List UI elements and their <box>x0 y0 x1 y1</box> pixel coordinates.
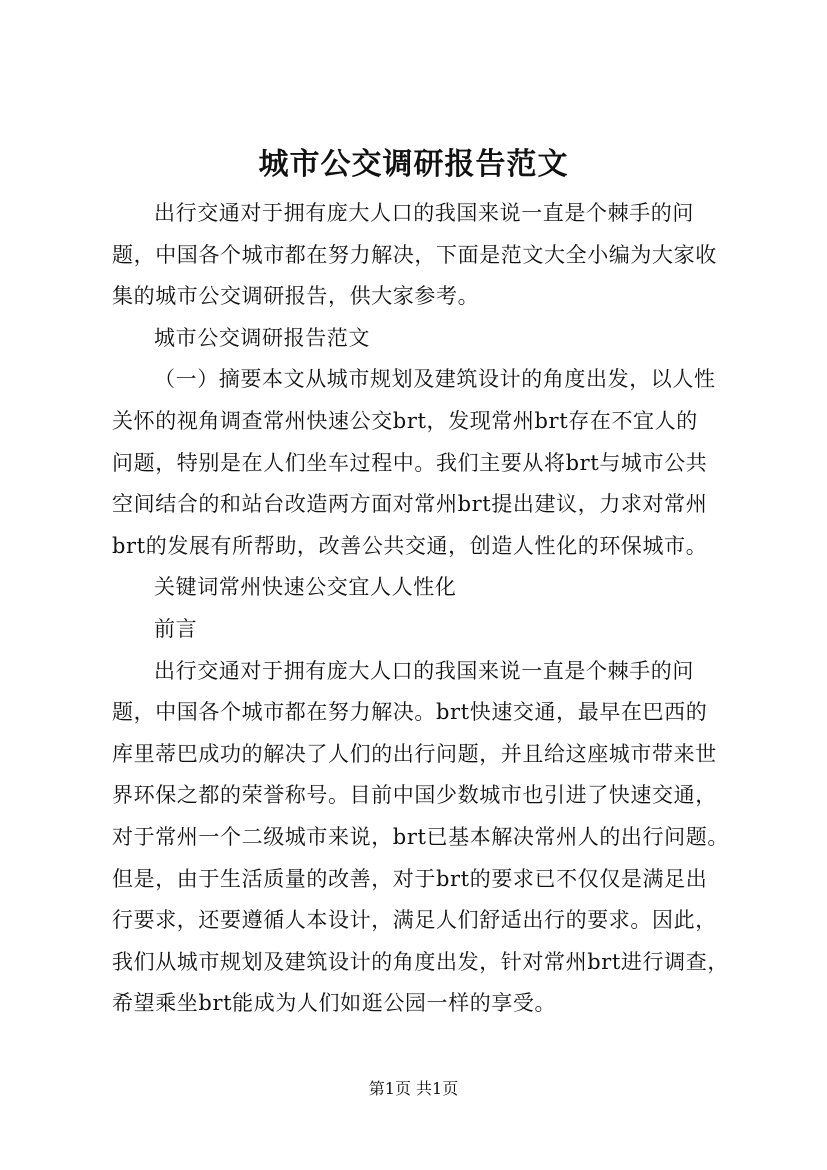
paragraph-line: 题，中国各个城市都在努力解决，下面是范文大全小编为大家收 <box>112 242 717 267</box>
paragraph-line: 问题，特别是在人们坐车过程中。我们主要从将brt与城市公共 <box>112 450 708 475</box>
document-body <box>112 193 729 1025</box>
paragraph-line: 但是，由于生活质量的改善，对于brt的要求已不仅仅是满足出 <box>112 866 708 891</box>
section-heading: 前言 <box>154 616 198 641</box>
paragraph-line: 库里蒂巴成功的解决了人们的出行问题，并且给这座城市带来世 <box>112 741 717 766</box>
paragraph-line: 关怀的视角调查常州快速公交brt，发现常州brt存在不宜人的 <box>112 408 698 433</box>
document-title: 城市公交调研报告范文 <box>258 147 569 182</box>
paragraph-line: 题，中国各个城市都在努力解决。brt快速交通，最早在巴西的 <box>112 700 708 725</box>
paragraph-line: 行要求，还要遵循人本设计，满足人们舒适出行的要求。因此， <box>112 908 717 933</box>
paragraph-line: （一）摘要本文从城市规划及建筑设计的角度出发，以人性 <box>154 367 716 392</box>
section-heading: 城市公交调研报告范文 <box>154 325 370 350</box>
keywords-line: 关键词常州快速公交宜人人性化 <box>154 575 457 600</box>
paragraph-line: 空间结合的和站台改造两方面对常州brt提出建议，力求对常州 <box>112 492 708 517</box>
paragraph-line: 出行交通对于拥有庞大人口的我国来说一直是个棘手的问 <box>154 658 694 683</box>
paragraph-line: 希望乘坐brt能成为人们如逛公园一样的享受。 <box>112 991 557 1016</box>
paragraph-line: 集的城市公交调研报告，供大家参考。 <box>112 284 480 309</box>
paragraph-line: brt的发展有所帮助，改善公共交通，创造人性化的环保城市。 <box>112 533 708 558</box>
paragraph-line: 我们从城市规划及建筑设计的角度出发，针对常州brt进行调查， <box>112 949 729 974</box>
page-footer: 第1页 共1页 <box>368 1079 459 1098</box>
paragraph-line: 界环保之都的荣誉称号。目前中国少数城市也引进了快速交通， <box>112 783 717 808</box>
paragraph-line: 出行交通对于拥有庞大人口的我国来说一直是个棘手的问 <box>154 201 694 225</box>
paragraph-line: 对于常州一个二级城市来说，brt已基本解决常州人的出行问题。 <box>112 824 729 849</box>
